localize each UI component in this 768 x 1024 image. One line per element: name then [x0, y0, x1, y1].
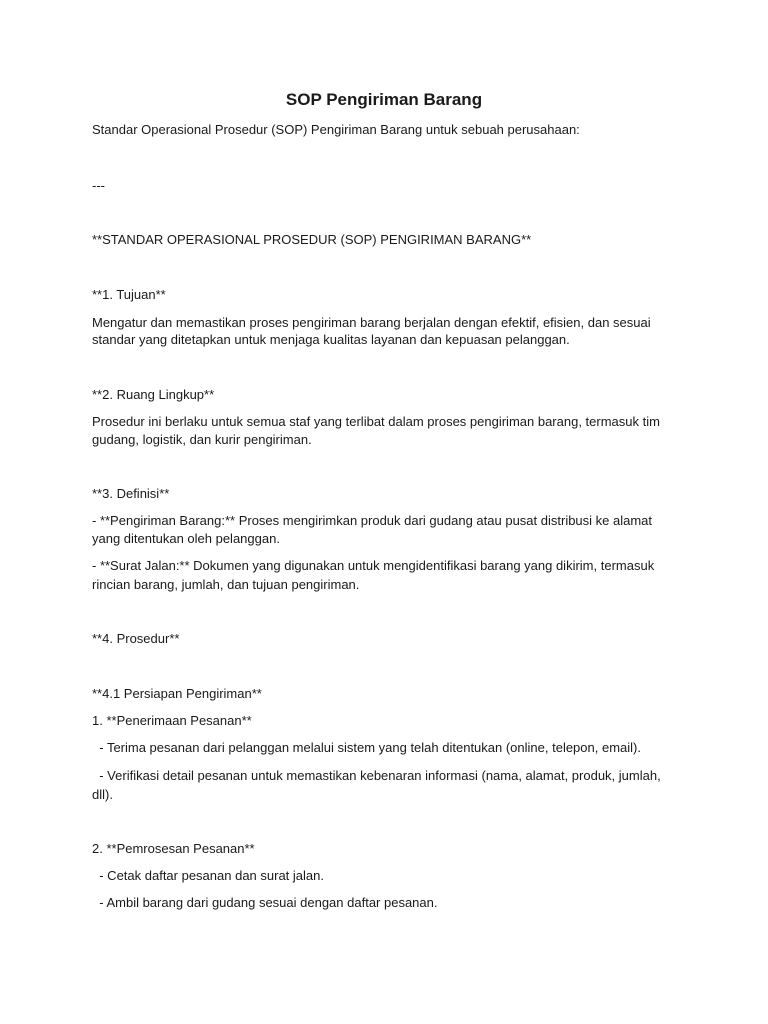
section-ruang-lingkup-body-line: gudang, logistik, dan kurir pengiriman.	[92, 432, 312, 447]
step-title: 1. **Penerimaan Pesanan**	[92, 713, 252, 728]
section-definisi-heading: **3. Definisi**	[92, 486, 170, 501]
section-tujuan-heading: **1. Tujuan**	[92, 287, 166, 302]
main-heading: **STANDAR OPERASIONAL PROSEDUR (SOP) PENGIRIMAN BARANG**	[92, 232, 532, 247]
definisi-item-line: rincian barang, jumlah, dan tujuan pengiriman.	[92, 577, 360, 592]
step-item-line: dll).	[92, 787, 113, 802]
document-title: SOP Pengiriman Barang	[285, 90, 483, 109]
section-tujuan-body-line: standar yang ditetapkan untuk menjaga kualitas layanan dan kepuasan pelanggan.	[92, 332, 570, 347]
definisi-item-line: yang ditentukan oleh pelanggan.	[92, 531, 280, 546]
prosedur-subheading: **4.1 Persiapan Pengiriman**	[92, 686, 262, 701]
section-ruang-lingkup-heading: **2. Ruang Lingkup**	[92, 387, 215, 402]
step-item-line: - Terima pesanan dari pelanggan melalui sistem yang telah ditentukan (online, telepon, email).	[92, 740, 641, 755]
step-item-line: - Verifikasi detail pesanan untuk memastikan kebenaran informasi (nama, alamat, produk, jumlah,	[92, 768, 661, 783]
section-ruang-lingkup-body-line: Prosedur ini berlaku untuk semua staf yang terlibat dalam proses pengiriman barang, termasuk tim	[92, 414, 660, 429]
step-item-line: - Ambil barang dari gudang sesuai dengan daftar pesanan.	[92, 895, 438, 910]
definisi-item-line: - **Pengiriman Barang:** Proses mengirimkan produk dari gudang atau pusat distribusi ke alamat	[92, 513, 653, 528]
step-item-line: - Cetak daftar pesanan dan surat jalan.	[92, 868, 324, 883]
definisi-item-line: - **Surat Jalan:** Dokumen yang digunakan untuk mengidentifikasi barang yang dikirim, termasuk	[92, 558, 655, 573]
step-title: 2. **Pemrosesan Pesanan**	[92, 841, 255, 856]
section-prosedur-heading: **4. Prosedur**	[92, 631, 180, 646]
intro-text: Standar Operasional Prosedur (SOP) Pengiriman Barang untuk sebuah perusahaan:	[92, 122, 580, 137]
section-tujuan-body-line: Mengatur dan memastikan proses pengiriman barang berjalan dengan efektif, efisien, dan sesuai	[92, 315, 651, 330]
separator-text: ---	[92, 178, 105, 193]
